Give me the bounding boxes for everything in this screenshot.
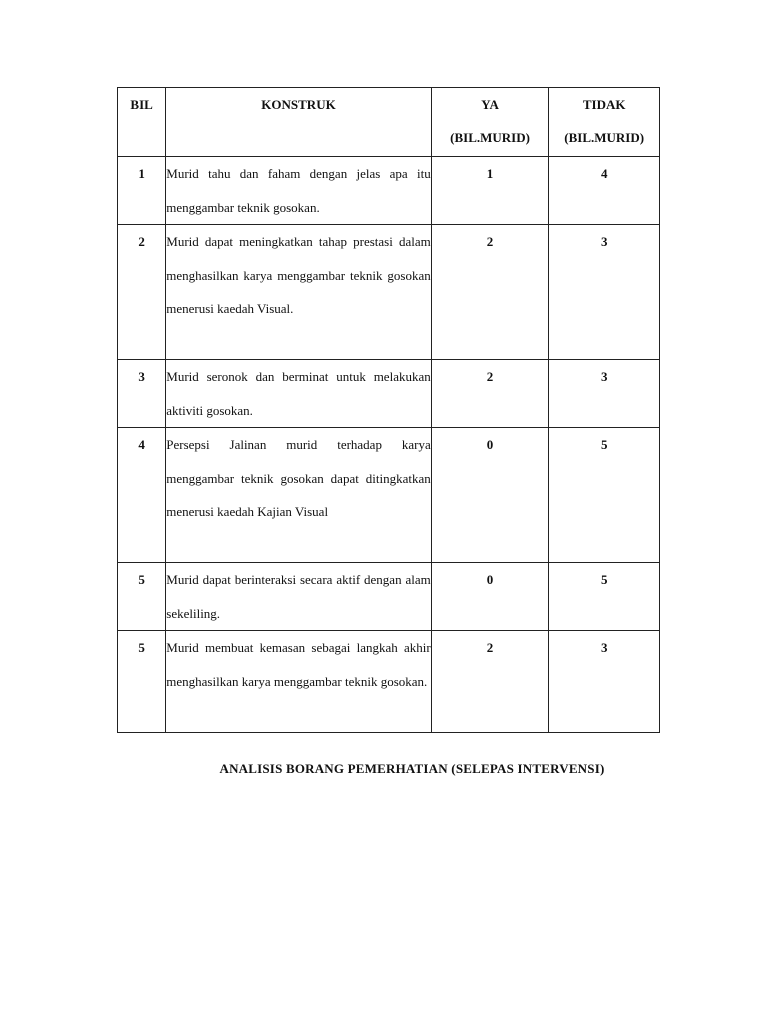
row-tidak: 3 — [549, 360, 660, 428]
header-konstruk: KONSTRUK — [166, 88, 431, 157]
row-konstruk: Murid seronok dan berminat untuk melakukan aktiviti gosokan. — [166, 360, 431, 428]
row-ya: 1 — [431, 157, 549, 225]
table-row — [118, 563, 660, 631]
row-tidak: 4 — [549, 157, 660, 225]
row-konstruk: Persepsi Jalinan murid terhadap karya menggambar teknik gosokan dapat ditingkatkan menerusi kaedah Kajian Visual — [166, 428, 431, 563]
row-konstruk: Murid dapat berinteraksi secara aktif dengan alam sekeliling. — [166, 563, 431, 631]
table-row — [118, 428, 660, 563]
table-row — [118, 225, 660, 360]
row-konstruk: Murid dapat meningkatkan tahap prestasi dalam menghasilkan karya menggambar teknik gosokan menerusi kaedah Visual. — [166, 225, 431, 360]
table-row — [118, 631, 660, 733]
row-ya: 2 — [431, 225, 549, 360]
row-bil: 5 — [118, 631, 166, 733]
row-konstruk: Murid tahu dan faham dengan jelas apa itu menggambar teknik gosokan. — [166, 157, 431, 225]
row-ya: 2 — [431, 631, 549, 733]
header-ya: YA (BIL.MURID) — [431, 88, 549, 157]
row-bil: 2 — [118, 225, 166, 360]
row-ya: 2 — [431, 360, 549, 428]
row-konstruk: Murid membuat kemasan sebagai langkah akhir menghasilkan karya menggambar teknik gosokan. — [166, 631, 431, 733]
row-tidak: 5 — [549, 428, 660, 563]
row-ya: 0 — [431, 563, 549, 631]
header-tidak: TIDAK (BIL.MURID) — [549, 88, 660, 157]
table-row — [118, 157, 660, 225]
header-bil: BIL — [118, 88, 166, 157]
table-row — [118, 360, 660, 428]
row-bil: 4 — [118, 428, 166, 563]
row-bil: 3 — [118, 360, 166, 428]
row-bil: 5 — [118, 563, 166, 631]
survey-table — [117, 87, 660, 733]
table-caption: ANALISIS BORANG PEMERHATIAN (SELEPAS INTERVENSI) — [219, 761, 605, 776]
table-header-row — [118, 88, 660, 157]
row-bil: 1 — [118, 157, 166, 225]
row-tidak: 3 — [549, 225, 660, 360]
row-ya: 0 — [431, 428, 549, 563]
row-tidak: 3 — [549, 631, 660, 733]
row-tidak: 5 — [549, 563, 660, 631]
